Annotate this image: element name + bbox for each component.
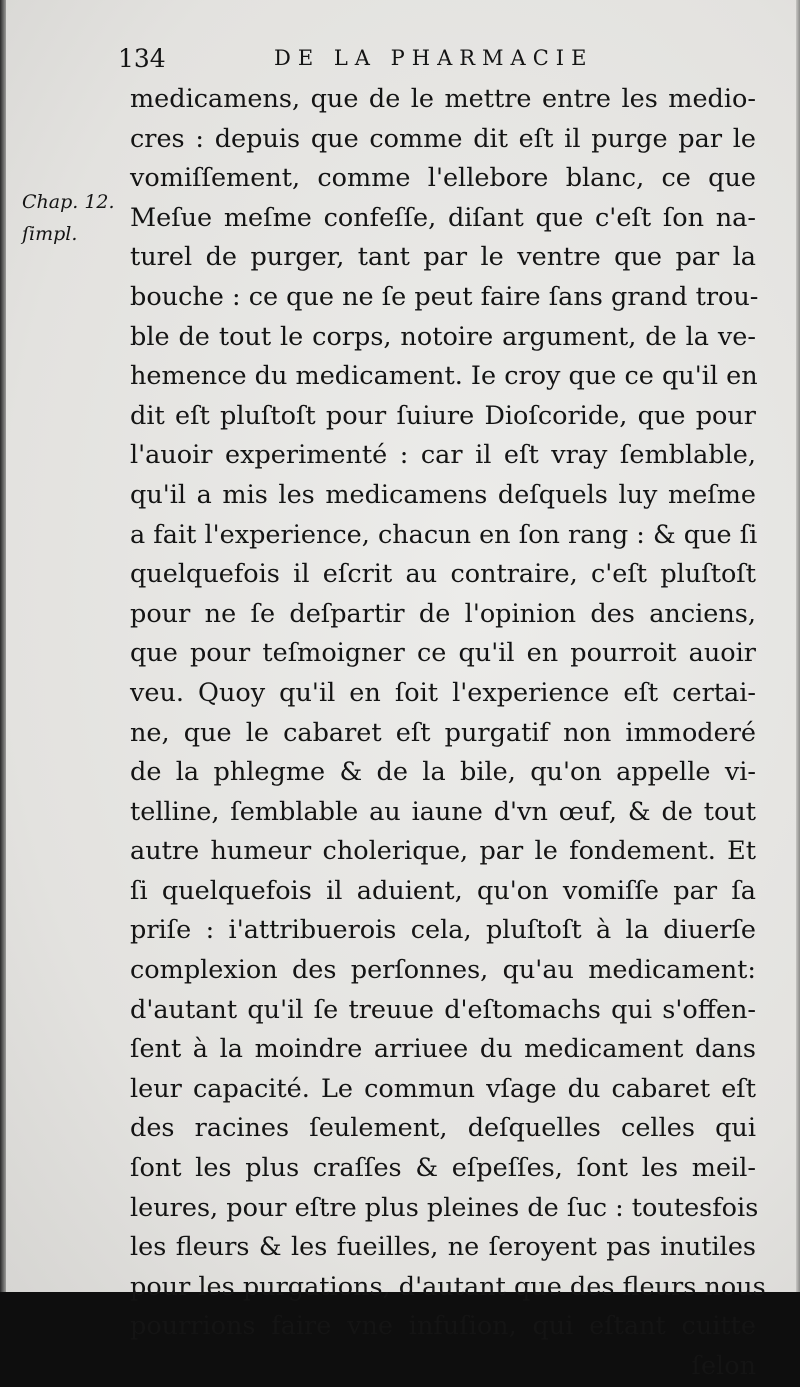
page-right-edge: [796, 0, 800, 1292]
text-line: ſi quelquefois il aduient, qu'on vomiſſe par ſa: [130, 875, 756, 906]
text-line: l'auoir experimenté : car il eſt vray ſemblable,: [130, 440, 756, 471]
text-line: leures, pour eſtre plus pleines de ſuc : toutesfois: [130, 1192, 759, 1223]
text-line: complexion des perſonnes, qu'au medicament:: [130, 955, 756, 986]
text-line: ſent à la moindre arriuee du medicament dans: [130, 1034, 756, 1065]
margin-note-reference: ſimpl.: [22, 223, 78, 245]
text-line: autre humeur cholerique, par le fondement. Et: [130, 836, 756, 867]
text-line: hemence du medicament. Ie croy que ce qu'il en: [130, 361, 758, 392]
text-line: que pour teſmoigner ce qu'il en pourroit auoir: [130, 638, 756, 669]
text-line: pourrions faire vne infuſion, qui eſtant cuitte: [130, 1311, 756, 1342]
text-line: vomiſſement, comme l'ellebore blanc, ce que: [130, 163, 756, 194]
catchword: ſelon: [691, 1351, 756, 1381]
text-line: veu. Quoy qu'il en ſoit l'experience eſt certai-: [130, 677, 756, 708]
text-line: a fait l'experience, chacun en ſon rang : & que ſi: [130, 519, 758, 550]
text-line: qu'il a mis les medicamens deſquels luy meſme: [130, 479, 756, 510]
text-line: dit eſt pluſtoſt pour ſuiure Dioſcoride, que pour: [130, 400, 756, 431]
text-line: ſont les plus craſſes & eſpeſſes, ſont les meil-: [130, 1153, 756, 1184]
running-title: DE LA PHARMACIE: [274, 46, 594, 70]
text-line: les fleurs & les fueilles, ne ſeroyent pas inutiles: [130, 1232, 756, 1263]
margin-note-chapter: Chap. 12.: [22, 191, 115, 213]
text-line: cres : depuis que comme dit eſt il purge par le: [130, 123, 756, 154]
text-line: bouche : ce que ne ſe peut faire ſans grand trou-: [130, 281, 759, 312]
text-line: des racines ſeulement, deſquelles celles qui: [130, 1113, 756, 1144]
text-line: medicamens, que de le mettre entre les medio-: [130, 84, 756, 114]
text-line: ne, que le cabaret eſt purgatif non immoderé: [130, 717, 756, 748]
text-line: quelquefois il eſcrit au contraire, c'eſt pluſtoſt: [130, 559, 756, 590]
text-line: telline, ſemblable au iaune d'vn œuf, & de tout: [130, 796, 756, 827]
text-line: leur capacité. Le commun vſage du cabaret eſt: [130, 1073, 756, 1104]
text-line: de la phlegme & de la bile, qu'on appelle vi-: [130, 757, 756, 788]
body-text: [130, 80, 766, 1387]
page-left-shadow: [0, 0, 6, 1292]
margin-note: [22, 186, 126, 250]
text-line: Meſue meſme confeſſe, diſant que c'eſt ſon na-: [130, 202, 756, 233]
text-line: pour les purgations, d'autant que des fleurs nous: [130, 1271, 766, 1302]
text-line: priſe : i'attribuerois cela, pluſtoſt à la diuerſe: [130, 915, 756, 946]
page-number: 134: [118, 44, 166, 73]
text-line: ble de tout le corps, notoire argument, de la ve-: [130, 321, 756, 352]
text-line: pour ne ſe deſpartir de l'opinion des anciens,: [130, 598, 756, 629]
text-line: d'autant qu'il ſe treuue d'eſtomachs qui s'offen-: [130, 994, 756, 1025]
page-header: [118, 44, 638, 84]
text-line: turel de purger, tant par le ventre que par la: [130, 242, 756, 273]
